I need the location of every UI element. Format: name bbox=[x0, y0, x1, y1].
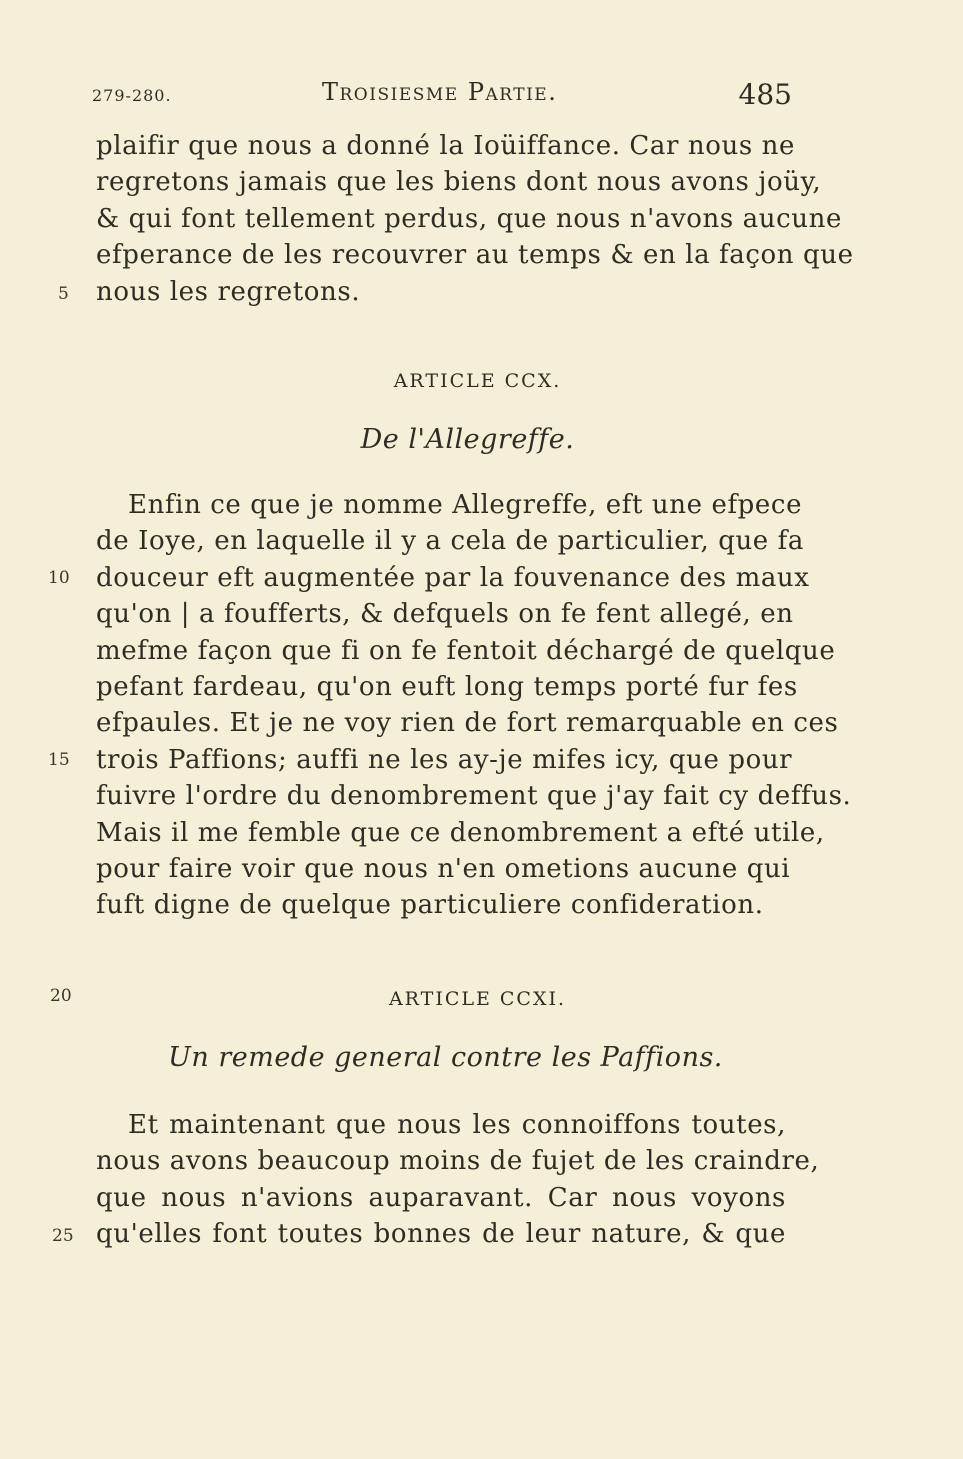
text-line: que nous n'avions auparavant. Car nous voyons bbox=[96, 1182, 786, 1213]
text-line: Mais il me femble que ce denombrement a efté utile, bbox=[96, 817, 825, 848]
text-line: & qui font tellement perdus, que nous n'avons aucune bbox=[96, 203, 842, 234]
text-line: Et maintenant que nous les connoiffons toutes, bbox=[128, 1110, 786, 1140]
running-title: Troisiesme Partie. bbox=[322, 78, 558, 106]
text-line: fuivre l'ordre du denombrement que j'ay fait cy deffus. bbox=[96, 781, 852, 812]
paragraph-continuation bbox=[96, 128, 854, 310]
article-title-remede: Un remede general contre les Paffions. bbox=[168, 1042, 723, 1073]
page-number: 485 bbox=[738, 78, 792, 111]
text-line: qu'elles font toutes bonnes de leur nature, & que bbox=[96, 1219, 786, 1250]
line-number-10: 10 bbox=[48, 568, 70, 588]
text-line: mefme façon que fi on fe fentoit déchargé de quelque bbox=[96, 635, 836, 666]
page-range: 279-280. bbox=[92, 86, 172, 105]
line-number-15: 15 bbox=[48, 750, 70, 770]
text-line: douceur eft augmentée par la fouvenance des maux bbox=[96, 562, 810, 593]
text-line: nous avons beaucoup moins de fujet de les craindre, bbox=[96, 1146, 820, 1177]
article-title-allegresse: De l'Allegreffe. bbox=[360, 424, 575, 455]
text-line: de Ioye, en laquelle il y a cela de particulier, que fa bbox=[96, 526, 804, 557]
running-header bbox=[92, 78, 792, 112]
text-line: efperance de les recouvrer au temps & en la façon que bbox=[96, 240, 854, 271]
line-number-25: 25 bbox=[52, 1226, 74, 1246]
text-line: nous les regretons. bbox=[96, 276, 361, 307]
text-line: Enfin ce que je nomme Allegreffe, eft une efpece bbox=[128, 490, 803, 520]
article-heading-ccxi: ARTICLE CCXI. bbox=[388, 988, 567, 1010]
text-line: fuft digne de quelque particuliere confideration. bbox=[96, 890, 764, 921]
article-heading-ccx: ARTICLE CCX. bbox=[393, 370, 562, 392]
text-line: trois Paffions; auffi ne les ay-je mifes icy, que pour bbox=[96, 744, 793, 775]
text-line: plaifir que nous a donné la Ioüiffance. Car nous ne bbox=[96, 131, 796, 161]
text-line: efpaules. Et je ne voy rien de fort remarquable en ces bbox=[96, 708, 839, 739]
text-line: pour faire voir que nous n'en ometions aucune qui bbox=[96, 854, 791, 885]
line-number-5: 5 bbox=[58, 284, 69, 304]
text-line: regretons jamais que les biens dont nous avons joüy, bbox=[96, 167, 822, 198]
line-number-20: 20 bbox=[50, 986, 72, 1006]
paragraph-remede bbox=[96, 1107, 820, 1253]
text-line: pefant fardeau, qu'on euft long temps porté fur fes bbox=[96, 672, 798, 703]
paragraph-allegresse bbox=[96, 487, 852, 924]
text-line: qu'on | a foufferts, & defquels on fe fent allegé, en bbox=[96, 599, 794, 630]
